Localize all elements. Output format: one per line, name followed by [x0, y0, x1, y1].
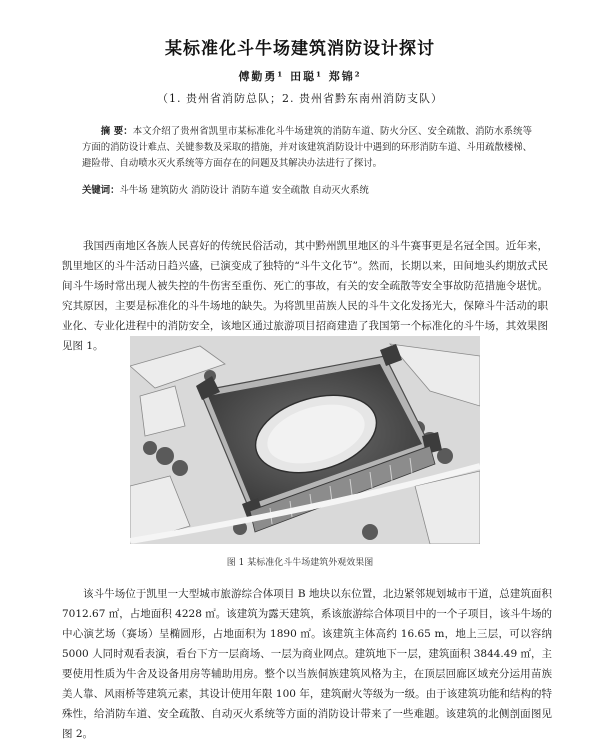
affiliation-line: （1. 贵州省消防总队；2. 贵州省黔东南州消防支队）: [157, 92, 443, 105]
stadium-rendering-svg: [130, 336, 480, 544]
figure-caption: 图 1 某标准化斗牛场建筑外观效果图: [226, 558, 374, 568]
keywords: [82, 183, 532, 199]
stadium-rendering-image: [130, 336, 480, 544]
keywords-label: 关键词：: [82, 185, 120, 196]
author-line: 傅勤勇¹ 田聪¹ 郑锦²: [238, 70, 362, 83]
paper-title: 某标准化斗牛场建筑消防设计探讨: [165, 39, 435, 59]
abstract: [82, 124, 532, 172]
keywords-text: 斗牛场 建筑防火 消防设计 消防车道 安全疏散 自动灭火系统: [119, 185, 369, 196]
abstract-text: 本文介绍了贵州省凯里市某标准化斗牛场建筑的消防车道、防火分区、安全疏散、消防水系统等方面的消防设计难点、关键参数及采取的措施，并对该建筑消防设计中遇到的环形消防车道、斗用疏散楼梯、避险带、自动喷水灭火系统等方面存在的问题及其解决办法进行了探讨。: [82, 126, 533, 169]
abstract-label: 摘 要：: [100, 126, 133, 137]
body-paragraph-1: 我国西南地区各族人民喜好的传统民俗活动，其中黔州凯里地区的斗牛赛事更是名冠全国。近年来，凯里地区的斗牛活动日趋兴盛，已演变成了独特的“斗牛文化节”。然而，长期以来，田间地头约期放式民间斗牛场时常出现人被失控的牛伤害至重伤、死亡的事故，有关的安全疏散等安全事故防范措施令堪忧。究其原因，主要是标准化的斗牛场地的缺失。为将凯里苗族人民的斗牛文化发扬光大，保障斗牛活动的职业化、专业化进程中的消防安全，该地区通过旅游项目招商建造了我国第一个标准化的斗牛场，其效果图见图 1。: [62, 240, 548, 352]
body-paragraph-2: 该斗牛场位于凯里一大型城市旅游综合体项目 B 地块以东位置，北边紧邻规划城市干道，总建筑面积 7012.67 ㎡，占地面积 4228 ㎡。该建筑为露天建筑，系该旅游综合体项目中的一个子项目，该斗牛场的中心演艺场（赛场）呈椭圆形，占地面积为 1890 ㎡。该建筑主体高约 16.65 m，地上三层，可以容纳 5000 人同时观看表演，看台下方一层商场、一层为商业网点。建筑地下一层，建筑面积 3844.49 ㎡，主要使用性质为牛舍及设备用房等辅助用房。整个以当族侗族建筑风格为主，在顶层回廊区域充分运用苗族美人靠、风雨桥等建筑元素，其设计使用年限 100 年，建筑耐火等级为一级。由于该建筑功能和结构的特殊性，给消防车道、安全疏散、自动灭火系统等方面的消防设计带来了一些难题。该建筑的北侧剖面图见图 2。: [62, 588, 552, 740]
